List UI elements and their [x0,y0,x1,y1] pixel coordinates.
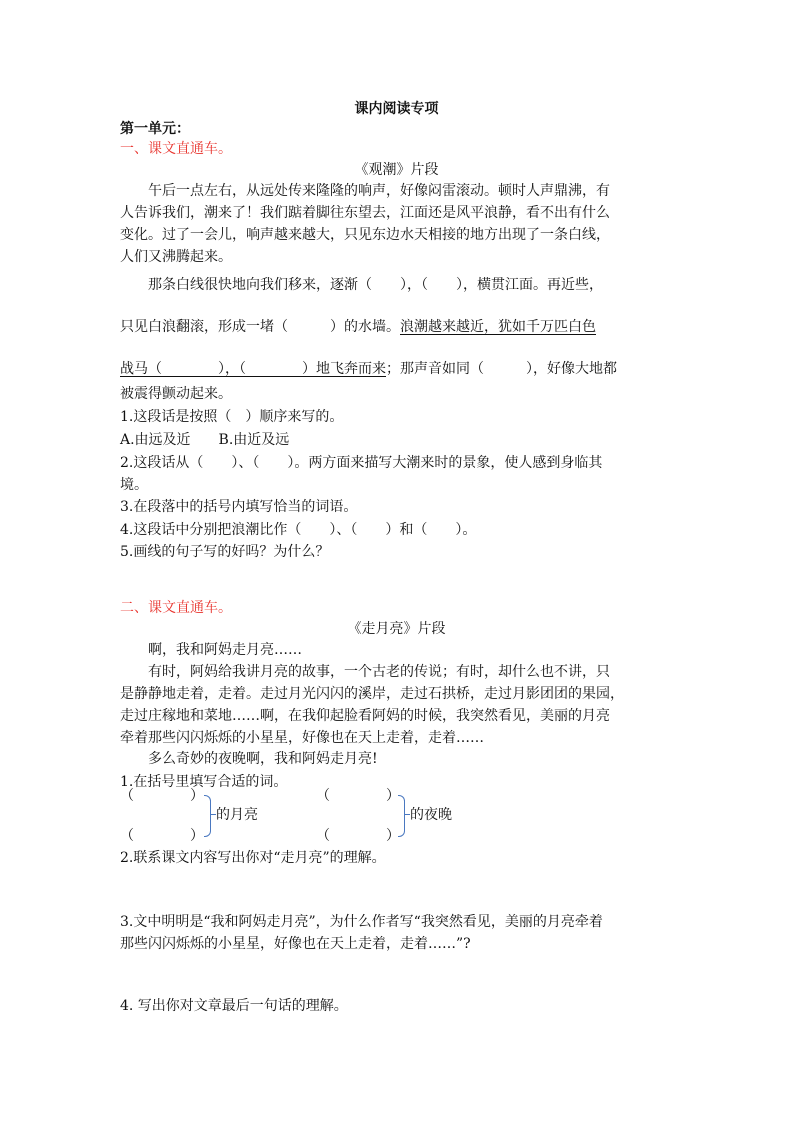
s2-question-2: 2.联系课文内容写出你对“走月亮”的理解。 [120,850,386,866]
question-1-options: A.由远及近 B.由近及远 [120,432,290,448]
section2-last-line: 多么奇妙的夜晚啊，我和阿妈走月亮! [148,751,378,767]
section2-heading: 二、课文直通车。 [120,600,232,616]
s2-question-4: 4. 写出你对文章最后一句话的理解。 [120,998,348,1014]
blank-night-bottom: （ ） [316,828,400,844]
underlined-sentence-part1: 浪潮越来越近，犹如千万匹白色 [400,319,596,335]
para1-line-4: 人们又沸腾起来。 [120,249,232,265]
question-1: 1.这段话是按照（ ）顺序来写的。 [120,409,344,425]
section2-para-line-4: 牵着那些闪闪烁烁的小星星，好像也在天上走着，走着…… [120,730,484,746]
section2-para-line-3: 走过庄稼地和菜地……啊，在我仰起脸看阿妈的时候，我突然看见，美丽的月亮 [120,708,610,724]
para1-line-2: 人告诉我们，潮来了！我们踮着脚往东望去，江面还是风平浪静，看不出有什么 [120,205,610,221]
blank-moon-bottom: （ ） [120,828,204,844]
section1-passage-title: 《观潮》片段 [354,162,439,178]
label-moon: 的月亮 [216,807,258,823]
question-2-cont: 境。 [120,477,148,493]
question-5: 5.画线的句子写的好吗？为什么？ [120,544,330,560]
label-night: 的夜晚 [410,807,452,823]
section1-heading: 一、课文直通车。 [120,141,232,157]
s2-question-1: 1.在括号里填写合适的词。 [120,774,288,790]
question-2: 2.这段话从（ ）、（ ）。两方面来描写大潮来时的景象，使人感到身临其 [120,455,603,471]
brace-moon [204,795,211,837]
s2-question-3-line-1: 3.文中明明是“我和阿妈走月亮”，为什么作者写“我突然看见，美丽的月亮牵着 [120,914,603,930]
para2-line-2-plain: 只见白浪翻滚，形成一堵（ ）的水墙。 [120,319,400,335]
blank-moon-top: （ ） [120,788,204,804]
para2-line-1: 那条白线很快地向我们移来，逐渐（ ），（ ），横贯江面。再近些， [148,277,603,293]
question-3: 3.在段落中的括号内填写恰当的词语。 [120,499,358,515]
s2-question-3-line-2: 那些闪闪烁烁的小星星，好像也在天上走着，走着……”? [120,936,471,952]
section2-para-line-2: 是静静地走着，走着。走过月光闪闪的溪岸，走过石拱桥，走过月影团团的果园， [120,686,624,702]
para2-line-3-plain: ；那声音如同（ ），好像大地都 [386,361,617,377]
section2-line-1: 啊，我和阿妈走月亮…… [148,642,302,658]
para2-line-2 [120,318,596,336]
brace-night [398,795,405,837]
question-4: 4.这段话中分别把浪潮比作（ ）、（ ）和（ ）。 [120,522,477,538]
para1-line-1: 午后一点左右，从远处传来隆隆的响声，好像闷雷滚动。顿时人声鼎沸，有 [148,183,610,199]
para1-line-3: 变化。过了一会儿，响声越来越大，只见东边水天相接的地方出现了一条白线， [120,227,610,243]
section2-passage-title: 《走月亮》片段 [347,621,446,637]
page-title: 课内阅读专项 [354,101,439,117]
blank-night-top: （ ） [316,788,400,804]
section2-para-line-1: 有时，阿妈给我讲月亮的故事，一个古老的传说；有时，却什么也不讲，只 [148,664,610,680]
underlined-sentence-part2: 战马（ ），（ ）地飞奔而来 [120,361,386,377]
unit-label: 第一单元： [120,121,190,137]
para2-line-4: 被震得颤动起来。 [120,386,232,402]
para2-line-3 [120,360,617,378]
